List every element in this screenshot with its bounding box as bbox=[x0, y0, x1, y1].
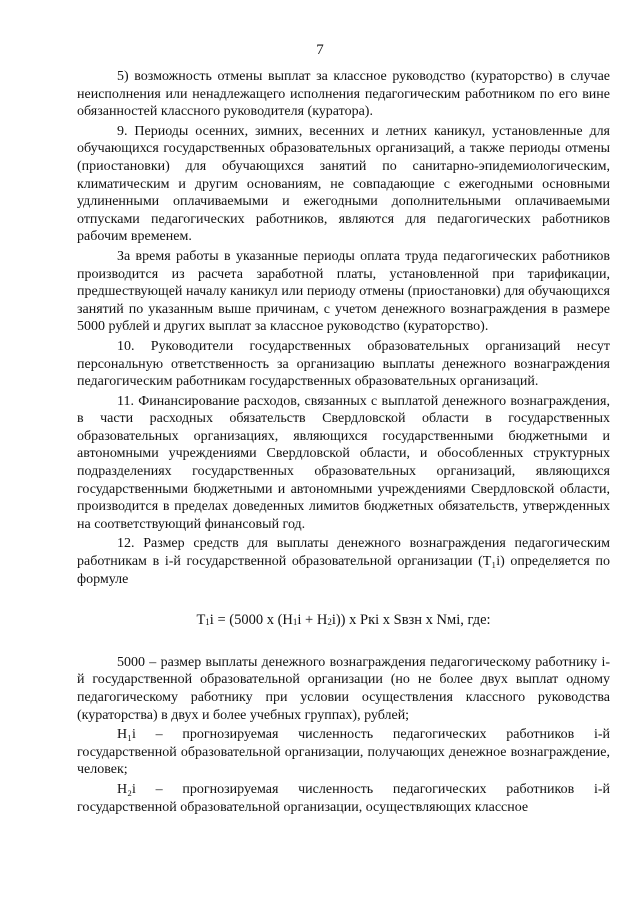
formula-h1-subscript: 1 bbox=[292, 617, 298, 628]
page-number: 7 bbox=[316, 42, 324, 58]
paragraph-section-12: 12. Размер средств для выплаты денежного вознаграждения педагогическим работникам в i-й государственной образовательной организации (T₁i) определяется по формуле bbox=[77, 536, 610, 587]
paragraph-definition-h2: H₂i – прогнозируемая численность педагогических работников i-й государственной образовательной организации, осуществляющих классное bbox=[77, 781, 610, 815]
formula bbox=[77, 612, 610, 632]
paragraph-section-11: 11. Финансирование расходов, связанных с выплатой денежного вознаграждения, в части расходных обязательств Свердловской области в государственных образовательных организациях, являющихся государственными бюджетными и автономными учреждениями Свердловской области, и обособленных структурных подразделениях государственных образовательных организаций, являющихся государственными бюджетными и автономными учреждениями Свердловской области, производится в пределах доведенных лимитов бюджетных обязательств, утвержденных на соответствующий финансовый год. bbox=[77, 393, 610, 532]
formula-h2-subscript: 2 bbox=[327, 617, 332, 628]
paragraph-work-period-pay: За время работы в указанные периоды оплата труда педагогических работников производится из расчета заработной платы, установленной при тарификации, предшествующей началу каникул или периоду отмены (приостановки) для обучающихся занятий по указанным выше причинам, с учетом денежного вознаграждения в размере 5000 рублей и других выплат за классное руководство (кураторство). bbox=[77, 248, 610, 335]
formula-lhs-subscript: 1 bbox=[205, 617, 210, 628]
paragraph-definition-5000: 5000 – размер выплаты денежного вознаграждения педагогическому работнику i-й государственной образовательной организации (но не более двух выплат одному педагогическому работнику при условии осуществления классного руководства (кураторства) в двух и более учебных группах), рублей; bbox=[77, 654, 610, 723]
paragraph-section-9: 9. Периоды осенних, зимних, весенних и летних каникул, установленные для обучающихся государственных образовательных организаций, а также периоды отмены (приостановки) для обучающихся занятий по санитарно-эпидемиологическим, климатическим и другим основаниям, не совпадающие с ежегодными основными удлиненными оплачиваемыми и ежегодными дополнительными оплачиваемыми отпусками педагогических работников, являются для педагогических работников рабочим временем. bbox=[77, 123, 610, 245]
paragraph-section-10: 10. Руководители государственных образовательных организаций несут персональную ответственность за организацию выплаты денежного вознаграждения педагогическим работникам государственных образовательных организаций. bbox=[77, 338, 610, 390]
paragraph-definition-h1: H₁i – прогнозируемая численность педагогических работников i-й государственной образовательной организации, получающих денежное вознаграждение, человек; bbox=[77, 727, 610, 778]
document-body bbox=[77, 68, 610, 816]
formula-rhs: i)) x Pкi x Sвзн x Nмi, где: bbox=[331, 612, 491, 629]
formula-lhs: T bbox=[196, 612, 206, 629]
formula-mid: i + H bbox=[297, 612, 328, 629]
paragraph-item-5: 5) возможность отмены выплат за классное руководство (кураторство) в случае неисполнения или ненадлежащего исполнения педагогическим работником по его вине обязанностей классного руководителя (куратора). bbox=[77, 69, 610, 120]
formula-lhs-tail: i = (5000 x (H bbox=[209, 612, 293, 629]
